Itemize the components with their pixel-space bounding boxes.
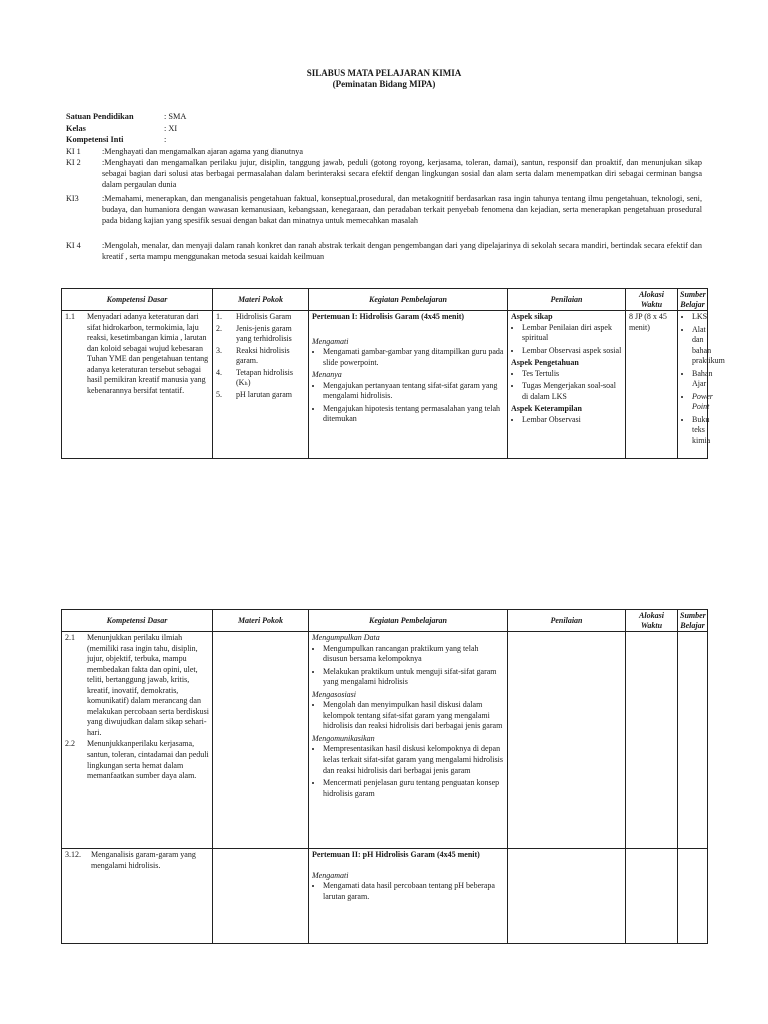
ki-text: :Menghayati dan mengamalkan perilaku jujur, disiplin, tanggung jawab, peduli (gotong royong, kerjasama, toleran, damai), santun, responsif dan proaktif, dan menunjukan sikap sebagai bagian dari solusi atas berbagai permasalahan dalam berinteraksi secara efektif dengan lingkungan sosial dan alam serta dalam menempatkan diri sebagai cerminan bangsa dalam pergaulan dunia (102, 158, 702, 189)
kegiatan-cell (309, 632, 508, 849)
meta-row-kelas (66, 124, 177, 135)
kd-text: Menunjukkan perilaku ilmiah (memiliki rasa ingin tahu, disiplin, jujur, objektif, terbuka, mampu membedakan fakta dan opini, ulet, teliti, bertanggung jawab, kritis, kreatif, inovatif, demokratis, komunikatif) dalam merancang dan melakukan percobaan serta berdiskusi yang diwujudkan dalam sikap sehari-hari. (87, 633, 209, 737)
list-item: • Mengolah dan menyimpulkan hasil diskusi dalam kelompok tentang sifat-sifat garam yang mengalami hidrolisis dan reaksi hidrolisis dari berbagai jenis garam (323, 700, 504, 732)
activity-heading: Mengamati (312, 336, 349, 346)
meta-value: : SMA (164, 112, 187, 121)
source-list (681, 312, 725, 447)
activity-list (312, 381, 504, 425)
materi-cell (213, 311, 309, 459)
meta-key: Kompetensi Inti (66, 135, 124, 144)
materi-list (216, 312, 305, 400)
syllabus-table-1 (61, 288, 725, 459)
list-item: 2. Jenis-jenis garam yang terhidrolisis (216, 323, 292, 344)
meta-key: Satuan Pendidikan (66, 112, 134, 121)
list-item: • Lembar Penilaian diri aspek spiritual (522, 323, 622, 344)
ki-code: KI 1 (66, 147, 81, 156)
table-row (62, 632, 708, 849)
penilaian-cell (508, 632, 626, 849)
kd-cell (62, 632, 213, 849)
list-item: • Power Point (692, 392, 704, 413)
table-row (62, 311, 708, 459)
ki-code: KI3 (66, 194, 79, 203)
header-sumber-belajar: Sumber Belajar (678, 289, 708, 311)
activity-heading: Mengamati (312, 870, 349, 880)
ki-text: :Mengolah, menalar, dan menyaji dalam ranah konkret dan ranah abstrak terkait dengan pengembangan dari yang dipelajarinya di sekolah secara mandiri, bertindak secara efektif dan kreatif , serta mampu menggunakan metoda sesuai kaidah keilmuan (102, 241, 702, 261)
header-sumber-belajar: Sumber Belajar (678, 610, 708, 632)
list-item: • Lembar Observasi (522, 415, 622, 426)
kd-number: 1.1 (65, 312, 75, 321)
kd-item (65, 633, 209, 738)
kd-text: Menyadari adanya keteraturan dari sifat hidrokarbon, termokimia, laju reaksi, kesetimbangan kimia , larutan dan koloid sebagai wujud kebesaran Tuhan YME dan pengetahuan tentang adanya keteraturan tersebut sebagai hasil pemikiran kreatif manusia yang kebenarannya bersifat tentatif. (87, 312, 209, 395)
meta-row-satuan (66, 112, 186, 123)
syllabus-table-2 (61, 609, 708, 944)
assessment-list (511, 415, 622, 426)
sumber-cell (678, 849, 708, 944)
header-kompetensi-dasar: Kompetensi Dasar (62, 289, 213, 311)
list-item: • Mengamati data hasil percobaan tentang pH beberapa larutan garam. (323, 881, 504, 902)
document-title: SILABUS MATA PELAJARAN KIMIA (306, 68, 462, 78)
header-materi-pokok: Materi Pokok (213, 610, 309, 632)
ki-item-3 (66, 194, 702, 227)
table-header-row (62, 289, 708, 311)
materi-cell (213, 849, 309, 944)
kd-number: 2.2 (65, 739, 75, 749)
meta-key: Kelas (66, 124, 86, 133)
activity-heading: Menanya (312, 370, 342, 380)
alokasi-cell (626, 849, 678, 944)
ki-item-4 (66, 241, 702, 263)
activity-list (312, 881, 504, 902)
list-item: 1. Hidrolisis Garam (216, 312, 292, 321)
kegiatan-cell (309, 849, 508, 944)
list-item: 5. pH larutan garam (216, 389, 292, 399)
assessment-list (511, 323, 622, 357)
list-item: • LKS (692, 312, 704, 323)
activity-heading: Mengumpulkan Data (312, 633, 380, 642)
meeting-title: Pertemuan I: Hidrolisis Garam (4x45 menit) (312, 312, 465, 321)
header-penilaian: Penilaian (508, 610, 626, 632)
ki-code: KI 4 (66, 241, 81, 250)
kd-item (65, 850, 209, 871)
list-item: • Mempresentasikan hasil diskusi kelompoknya di depan kelas terkait sifat-sifat garam yang mengalami hidrolisis dan reaksi hidrolisis dari berbagai jenis garam (323, 744, 504, 776)
assessment-list (511, 369, 622, 403)
kd-item (65, 312, 209, 396)
activity-list (312, 644, 504, 688)
ki-code: KI 2 (66, 158, 81, 167)
kd-cell (62, 849, 213, 944)
list-item: • Lembar Observasi aspek sosial (522, 346, 622, 357)
list-item: • Tugas Mengerjakan soal-soal di dalam LKS (522, 381, 622, 402)
ki-text: :Memahami, menerapkan, dan menganalisis pengetahuan faktual, konseptual,prosedural, dan metakognitif berdasarkan rasa ingin tahunya tentang ilmu pengetahuan, teknologi, seni, budaya, dan humaniora dengan wawasan kemanusiaan, kebangsaan, kenegaraan, dan peradaban terkait penyebab fenomena dan kejadian, serta menerapkan pengetahuan prosedural pada bidang kajian yang spesifik sesuai dengan bakat dan minatnya untuk memecahkan masalah (102, 194, 702, 225)
list-item: • Melakukan praktikum untuk menguji sifat-sifat garam yang mengalami hidrolisis (323, 667, 504, 688)
header-materi-pokok: Materi Pokok (213, 289, 309, 311)
kd-text: Menunjukkanperilaku kerjasama, santun, toleran, cintadamai dan peduli lingkungan serta hemat dalam memanfaatkan sumber daya alam. (87, 739, 209, 781)
meta-row-ki (66, 135, 166, 146)
list-item: • Mengamati gambar-gambar yang ditampilkan guru pada slide powerpoint. (323, 347, 504, 368)
header-alokasi-waktu: Alokasi Waktu (626, 610, 678, 632)
activity-list (312, 347, 504, 368)
table-row (62, 849, 708, 944)
list-item: • Mencermati penjelasan guru tentang penguatan konsep hidrolisis garam (323, 778, 504, 799)
alokasi-cell (626, 632, 678, 849)
list-item: 4. Tetapan hidrolisis (Kₕ) (216, 367, 293, 388)
kd-item (65, 739, 209, 781)
kd-text: Menganalisis garam-garam yang mengalami hidrolisis. (91, 850, 196, 870)
document-subtitle: (Peminatan Bidang MIPA) (332, 79, 436, 89)
activity-list (312, 700, 504, 732)
list-item: • Alat dan bahan praktikum (692, 325, 704, 367)
kd-number: 2.1 (65, 633, 75, 642)
penilaian-cell (508, 311, 626, 459)
table-header-row (62, 610, 708, 632)
kd-cell (62, 311, 213, 459)
assessment-heading: Aspek sikap (511, 312, 553, 321)
assessment-heading: Aspek Keterampilan (511, 404, 582, 414)
meta-value: : XI (164, 124, 178, 133)
list-item: 3. Reaksi hidrolisis garam. (216, 345, 290, 366)
activity-heading: Mengomunikasikan (312, 733, 375, 743)
list-item: • Mengajukan pertanyaan tentang sifat-sifat garam yang mengalami hidrolisis. (323, 381, 504, 402)
ki-text: :Menghayati dan mengamalkan ajaran agama yang dianutnya (102, 147, 303, 156)
sumber-cell (678, 311, 725, 459)
meeting-title: Pertemuan II: pH Hidrolisis Garam (4x45 menit) (312, 850, 480, 859)
penilaian-cell (508, 849, 626, 944)
alokasi-cell: 8 JP (8 x 45 menit) (626, 311, 678, 459)
list-item: • Tes Tertulis (522, 369, 622, 380)
materi-cell (213, 632, 309, 849)
header-penilaian: Penilaian (508, 289, 626, 311)
ki-item-1 (66, 147, 702, 158)
kd-number: 3.12. (65, 850, 81, 859)
list-item: • Buku teks kimia (692, 415, 704, 447)
activity-heading: Mengasosiasi (312, 689, 356, 699)
header-alokasi-waktu: Alokasi Waktu (626, 289, 678, 311)
header-kompetensi-dasar: Kompetensi Dasar (62, 610, 213, 632)
assessment-heading: Aspek Pengetahuan (511, 358, 579, 368)
kegiatan-cell (309, 311, 508, 459)
list-item: • Mengajukan hipotesis tentang permasalahan yang telah ditemukan (323, 404, 504, 425)
ki-item-2 (66, 158, 702, 191)
sumber-cell (678, 632, 708, 849)
list-item: • Mengumpulkan rancangan praktikum yang telah disusun bersama kelompoknya (323, 644, 504, 665)
list-item: • Bahan Ajar (692, 369, 704, 390)
meta-value: : (164, 135, 167, 144)
activity-list (312, 744, 504, 799)
header-kegiatan: Kegiatan Pembelajaran (309, 289, 508, 311)
header-kegiatan: Kegiatan Pembelajaran (309, 610, 508, 632)
